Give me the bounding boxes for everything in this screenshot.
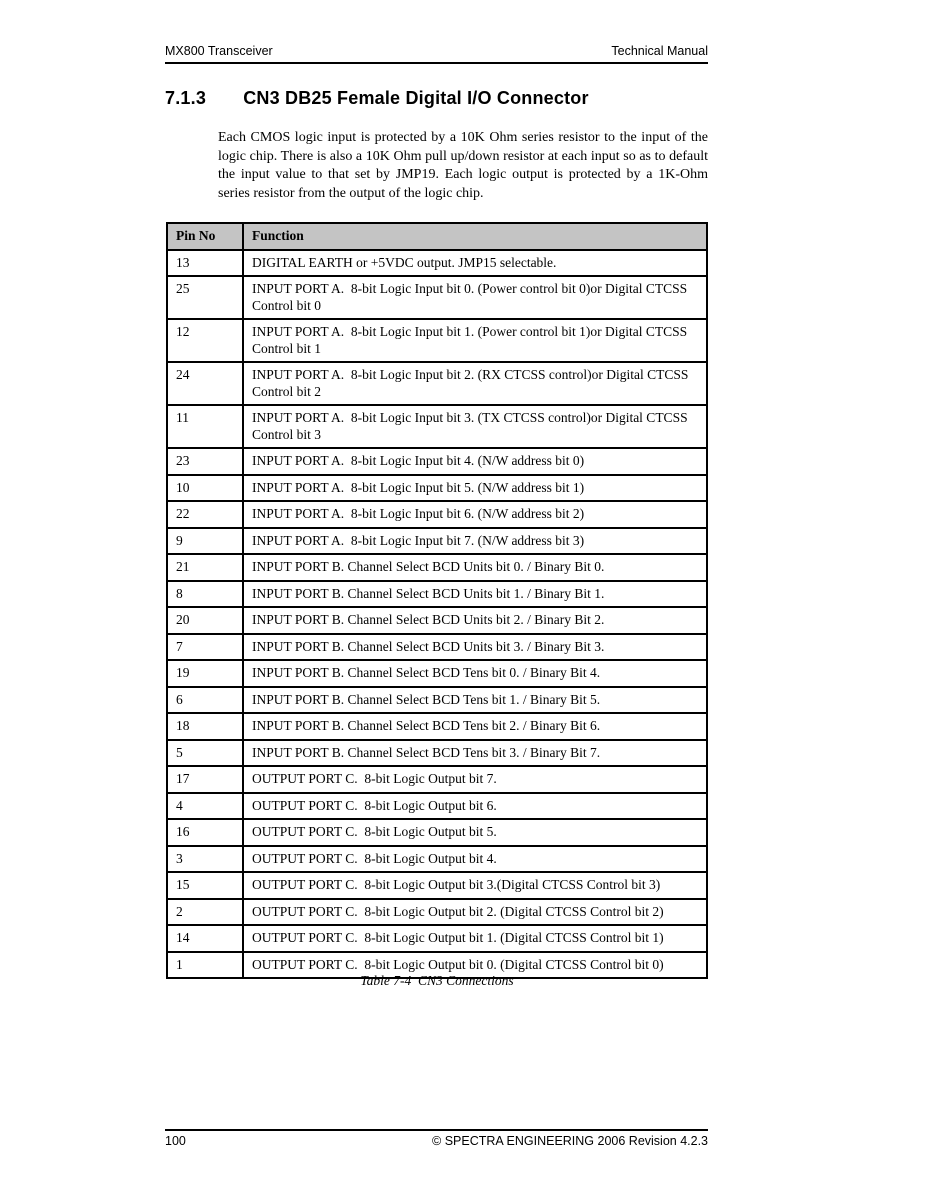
pin-number-cell: 18 bbox=[167, 713, 243, 740]
pin-function-cell: INPUT PORT A. 8-bit Logic Input bit 4. (N/W address bit 0) bbox=[243, 448, 707, 475]
pin-function-cell: INPUT PORT A. 8-bit Logic Input bit 3. (TX CTCSS control)or Digital CTCSS Control bit 3 bbox=[243, 405, 707, 448]
table-row bbox=[167, 475, 707, 502]
table-row bbox=[167, 819, 707, 846]
table-row bbox=[167, 250, 707, 277]
pin-number-cell: 25 bbox=[167, 276, 243, 319]
pin-number-cell: 3 bbox=[167, 846, 243, 873]
table-row bbox=[167, 581, 707, 608]
pin-number-cell: 11 bbox=[167, 405, 243, 448]
intro-paragraph: Each CMOS logic input is protected by a 10K Ohm series resistor to the input of the logic chip. There is also a 10K Ohm pull up/down resistor at each input so as to default the input value to that set by JMP19. Each logic output is protected by a 1K-Ohm series resistor from the output of the logic chip. bbox=[218, 130, 708, 201]
table-row bbox=[167, 925, 707, 952]
section-number: 7.1.3 bbox=[165, 88, 207, 108]
pin-number-cell: 19 bbox=[167, 660, 243, 687]
pin-function-cell: OUTPUT PORT C. 8-bit Logic Output bit 5. bbox=[243, 819, 707, 846]
page-header bbox=[165, 44, 708, 64]
pin-function-cell: INPUT PORT B. Channel Select BCD Units bit 3. / Binary Bit 3. bbox=[243, 634, 707, 661]
cn3-pin-table bbox=[166, 222, 708, 979]
pin-function-cell: OUTPUT PORT C. 8-bit Logic Output bit 7. bbox=[243, 766, 707, 793]
function-header-cell: Function bbox=[243, 223, 707, 250]
pin-number-cell: 1 bbox=[167, 952, 243, 979]
pin-function-cell: INPUT PORT B. Channel Select BCD Tens bit 1. / Binary Bit 5. bbox=[243, 687, 707, 714]
table-row bbox=[167, 276, 707, 319]
pin-function-cell: INPUT PORT A. 8-bit Logic Input bit 5. (N/W address bit 1) bbox=[243, 475, 707, 502]
pin-table-head bbox=[167, 223, 707, 250]
pin-function-cell: INPUT PORT A. 8-bit Logic Input bit 2. (RX CTCSS control)or Digital CTCSS Control bit 2 bbox=[243, 362, 707, 405]
table-row bbox=[167, 554, 707, 581]
pin-number-cell: 15 bbox=[167, 872, 243, 899]
table-row bbox=[167, 660, 707, 687]
table-row bbox=[167, 528, 707, 555]
pin-no-header-cell: Pin No bbox=[167, 223, 243, 250]
pin-function-cell: OUTPUT PORT C. 8-bit Logic Output bit 0. (Digital CTCSS Control bit 0) bbox=[243, 952, 707, 979]
pin-function-cell: DIGITAL EARTH or +5VDC output. JMP15 selectable. bbox=[243, 250, 707, 277]
pin-function-cell: OUTPUT PORT C. 8-bit Logic Output bit 4. bbox=[243, 846, 707, 873]
table-row bbox=[167, 634, 707, 661]
pin-number-cell: 14 bbox=[167, 925, 243, 952]
pin-number-cell: 8 bbox=[167, 581, 243, 608]
pin-function-cell: OUTPUT PORT C. 8-bit Logic Output bit 6. bbox=[243, 793, 707, 820]
pin-number-cell: 9 bbox=[167, 528, 243, 555]
pin-function-cell: INPUT PORT A. 8-bit Logic Input bit 7. (N/W address bit 3) bbox=[243, 528, 707, 555]
table-row bbox=[167, 501, 707, 528]
pin-function-cell: INPUT PORT B. Channel Select BCD Units bit 1. / Binary Bit 1. bbox=[243, 581, 707, 608]
table-caption: Table 7-4 CN3 Connections bbox=[360, 973, 514, 988]
pin-number-cell: 5 bbox=[167, 740, 243, 767]
pin-function-cell: INPUT PORT B. Channel Select BCD Tens bit 0. / Binary Bit 4. bbox=[243, 660, 707, 687]
pin-number-cell: 10 bbox=[167, 475, 243, 502]
pin-number-cell: 7 bbox=[167, 634, 243, 661]
pin-function-cell: OUTPUT PORT C. 8-bit Logic Output bit 2. (Digital CTCSS Control bit 2) bbox=[243, 899, 707, 926]
header-right-text: Technical Manual bbox=[611, 44, 708, 58]
pin-function-cell: INPUT PORT A. 8-bit Logic Input bit 0. (Power control bit 0)or Digital CTCSS Control bit 0 bbox=[243, 276, 707, 319]
table-row bbox=[167, 713, 707, 740]
table-row bbox=[167, 687, 707, 714]
pin-number-cell: 21 bbox=[167, 554, 243, 581]
section-heading bbox=[165, 88, 589, 109]
pin-function-cell: INPUT PORT B. Channel Select BCD Units bit 0. / Binary Bit 0. bbox=[243, 554, 707, 581]
table-row bbox=[167, 607, 707, 634]
pin-number-cell: 20 bbox=[167, 607, 243, 634]
page-number: 100 bbox=[165, 1134, 186, 1148]
table-row bbox=[167, 448, 707, 475]
table-row bbox=[167, 405, 707, 448]
table-row bbox=[167, 872, 707, 899]
pin-number-cell: 2 bbox=[167, 899, 243, 926]
pin-function-cell: INPUT PORT B. Channel Select BCD Tens bit 2. / Binary Bit 6. bbox=[243, 713, 707, 740]
table-row bbox=[167, 846, 707, 873]
table-row bbox=[167, 319, 707, 362]
table-row bbox=[167, 793, 707, 820]
table-row bbox=[167, 766, 707, 793]
table-header-row bbox=[167, 223, 707, 250]
pin-table-body bbox=[167, 250, 707, 979]
pin-function-cell: OUTPUT PORT C. 8-bit Logic Output bit 3.(Digital CTCSS Control bit 3) bbox=[243, 872, 707, 899]
pin-number-cell: 13 bbox=[167, 250, 243, 277]
pin-function-cell: OUTPUT PORT C. 8-bit Logic Output bit 1. (Digital CTCSS Control bit 1) bbox=[243, 925, 707, 952]
copyright-text: © SPECTRA ENGINEERING 2006 Revision 4.2.3 bbox=[432, 1134, 708, 1148]
pin-number-cell: 12 bbox=[167, 319, 243, 362]
pin-function-cell: INPUT PORT B. Channel Select BCD Tens bit 3. / Binary Bit 7. bbox=[243, 740, 707, 767]
section-title: CN3 DB25 Female Digital I/O Connector bbox=[243, 88, 589, 108]
pin-number-cell: 4 bbox=[167, 793, 243, 820]
table-row bbox=[167, 740, 707, 767]
pin-number-cell: 23 bbox=[167, 448, 243, 475]
table-row bbox=[167, 362, 707, 405]
pin-number-cell: 24 bbox=[167, 362, 243, 405]
table-row bbox=[167, 899, 707, 926]
pin-function-cell: INPUT PORT B. Channel Select BCD Units bit 2. / Binary Bit 2. bbox=[243, 607, 707, 634]
pin-number-cell: 22 bbox=[167, 501, 243, 528]
pin-function-cell: INPUT PORT A. 8-bit Logic Input bit 6. (N/W address bit 2) bbox=[243, 501, 707, 528]
pin-number-cell: 6 bbox=[167, 687, 243, 714]
pin-number-cell: 17 bbox=[167, 766, 243, 793]
header-left-text: MX800 Transceiver bbox=[165, 44, 273, 58]
page-footer bbox=[165, 1129, 708, 1148]
pin-number-cell: 16 bbox=[167, 819, 243, 846]
pin-function-cell: INPUT PORT A. 8-bit Logic Input bit 1. (Power control bit 1)or Digital CTCSS Control bit 1 bbox=[243, 319, 707, 362]
